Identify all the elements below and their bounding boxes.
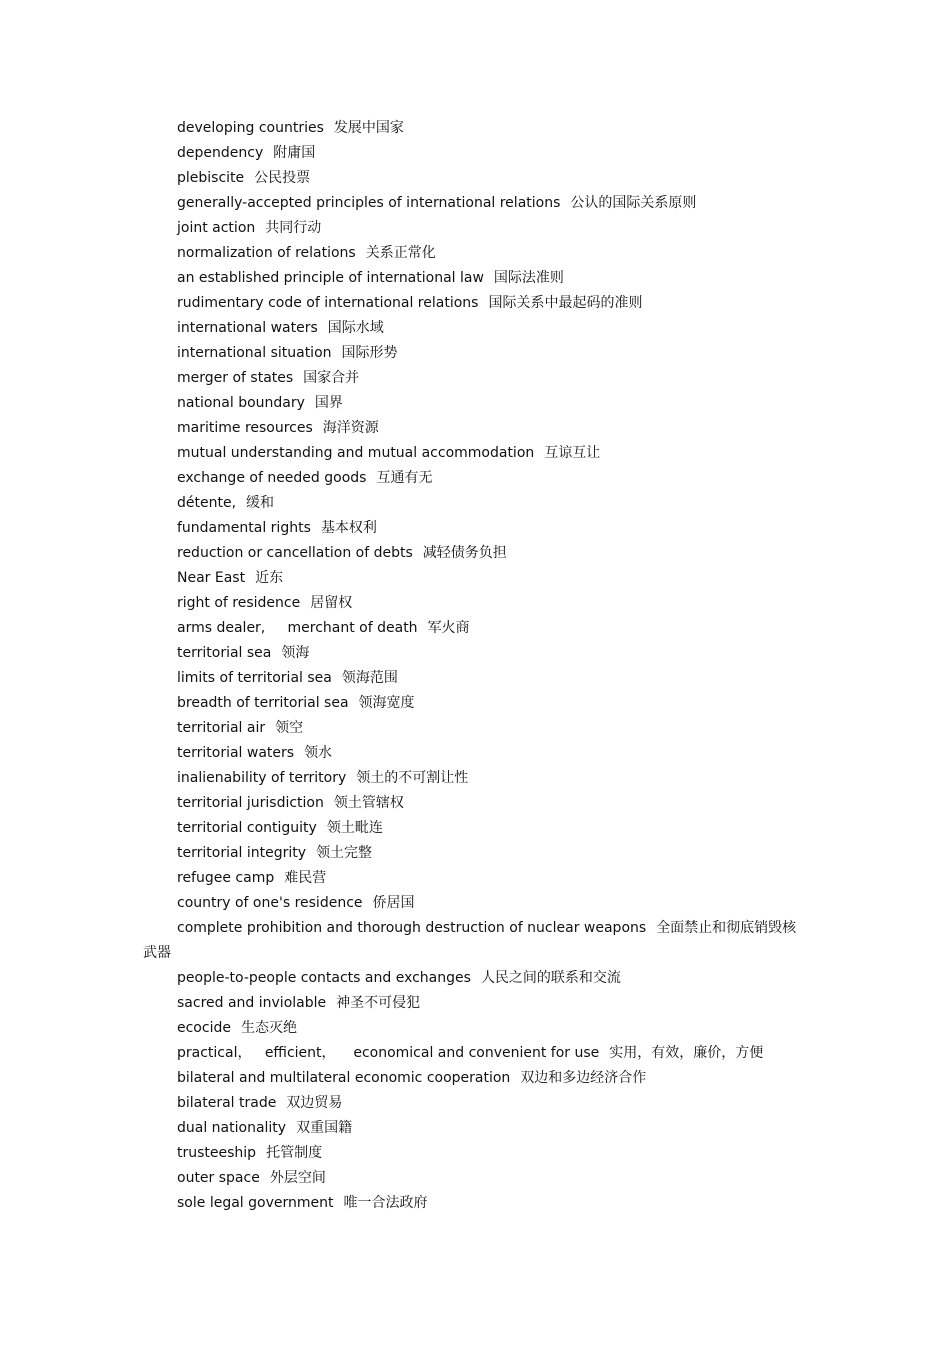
entry-english: dual nationality	[177, 1120, 287, 1136]
entry-english: practical， efficient， economical and convenient for use	[177, 1045, 600, 1061]
entry-chinese: 互通有无	[376, 470, 433, 486]
entry-english: breadth of territorial sea	[177, 695, 349, 711]
entry-chinese: 军火商	[427, 620, 470, 636]
entry-english: fundamental rights	[177, 520, 311, 536]
entry-chinese: 公民投票	[254, 170, 311, 186]
entry-chinese: 侨居国	[372, 895, 415, 911]
glossary-entry	[177, 716, 817, 741]
entry-english: country of one's residence	[177, 895, 363, 911]
entry-chinese: 实用，有效，廉价，方便	[609, 1045, 764, 1061]
entry-english: inalienability of territory	[177, 770, 347, 786]
entry-english: arms dealer, merchant of death	[177, 620, 418, 636]
entry-english: territorial air	[177, 720, 266, 736]
entry-english: an established principle of international law	[177, 270, 484, 286]
entry-chinese: 互谅互让	[544, 445, 601, 461]
entry-chinese: 国际法准则	[493, 270, 564, 286]
entry-chinese: 唯一合法政府	[343, 1195, 428, 1211]
entry-chinese: 人民之间的联系和交流	[480, 970, 621, 986]
glossary-entry	[177, 416, 817, 441]
entry-chinese: 神圣不可侵犯	[336, 995, 421, 1011]
entry-english: Near East	[177, 570, 246, 586]
glossary-entry	[177, 116, 817, 141]
entry-chinese: 领海宽度	[358, 695, 415, 711]
glossary-entry	[177, 316, 817, 341]
glossary-entry	[177, 1016, 817, 1041]
entry-english: limits of territorial sea	[177, 670, 332, 686]
entry-chinese: 领土管辖权	[333, 795, 404, 811]
glossary-entry	[177, 816, 817, 841]
entry-english: sole legal government	[177, 1195, 334, 1211]
entry-chinese: 缓和	[246, 495, 275, 511]
glossary-entry	[177, 541, 817, 566]
entry-english: merger of states	[177, 370, 294, 386]
entry-english: national boundary	[177, 395, 305, 411]
entry-chinese: 领海	[281, 645, 310, 661]
entry-english: mutual understanding and mutual accommodation	[177, 445, 535, 461]
entry-chinese: 外层空间	[269, 1170, 326, 1186]
entry-english: bilateral and multilateral economic cooperation	[177, 1070, 511, 1086]
entry-english: territorial integrity	[177, 845, 307, 861]
entry-chinese: 双重国籍	[296, 1120, 353, 1136]
entry-chinese: 共同行动	[265, 220, 322, 236]
glossary-entry	[177, 741, 817, 766]
entry-chinese: 领水	[304, 745, 333, 761]
glossary-entry	[177, 1116, 817, 1141]
entry-chinese: 发展中国家	[333, 120, 404, 136]
entry-chinese: 国际关系中最起码的准则	[488, 295, 643, 311]
glossary-entry	[177, 266, 817, 291]
entry-chinese: 托管制度	[266, 1145, 323, 1161]
entry-english: ecocide	[177, 1020, 231, 1036]
entry-chinese: 国界	[314, 395, 343, 411]
entry-chinese: 国际形势	[341, 345, 398, 361]
glossary-entry	[177, 491, 817, 516]
glossary-entry	[177, 291, 817, 316]
glossary-entry	[177, 391, 817, 416]
glossary-entry	[177, 366, 817, 391]
entry-english: territorial contiguity	[177, 820, 317, 836]
entry-chinese: 全面禁止和彻底销毁核	[656, 920, 797, 936]
entry-chinese: 减轻债务负担	[422, 545, 507, 561]
glossary-entry	[177, 1166, 817, 1191]
entry-english: exchange of needed goods	[177, 470, 367, 486]
entry-chinese: 领海范围	[341, 670, 398, 686]
glossary-entry	[177, 1141, 817, 1166]
glossary-entry	[177, 891, 817, 916]
entry-chinese: 领土的不可割让性	[356, 770, 469, 786]
glossary-entry	[177, 616, 817, 641]
glossary-entry	[177, 966, 817, 991]
glossary-entry	[177, 766, 817, 791]
entry-chinese: 近东	[255, 570, 284, 586]
entry-english: complete prohibition and thorough destruction of nuclear weapons	[177, 920, 647, 936]
entry-chinese: 公认的国际关系原则	[570, 195, 697, 211]
entry-english: generally-accepted principles of international relations	[177, 195, 561, 211]
glossary-entry	[177, 341, 817, 366]
glossary-entry	[177, 866, 817, 891]
entry-english: developing countries	[177, 120, 324, 136]
glossary-entry	[177, 191, 817, 216]
entry-chinese: 生态灭绝	[240, 1020, 297, 1036]
entry-english: territorial sea	[177, 645, 272, 661]
entry-chinese: 领空	[275, 720, 304, 736]
entry-chinese: 基本权利	[320, 520, 377, 536]
entry-english: reduction or cancellation of debts	[177, 545, 413, 561]
entry-chinese: 国家合并	[303, 370, 360, 386]
glossary-entry	[177, 1041, 817, 1066]
entry-chinese: 海洋资源	[322, 420, 379, 436]
entry-english: right of residence	[177, 595, 301, 611]
entry-english: territorial jurisdiction	[177, 795, 324, 811]
glossary-entry	[177, 591, 817, 616]
glossary-entry	[177, 166, 817, 191]
glossary-entry	[177, 791, 817, 816]
glossary-entry	[177, 641, 817, 666]
glossary-list	[143, 116, 817, 1216]
entry-english: dependency	[177, 145, 264, 161]
entry-english: refugee camp	[177, 870, 275, 886]
entry-chinese: 国际水域	[327, 320, 384, 336]
glossary-entry	[177, 216, 817, 241]
entry-chinese: 附庸国	[273, 145, 316, 161]
entry-chinese-continuation: 武器	[143, 945, 171, 961]
glossary-entry	[177, 241, 817, 266]
entry-chinese: 双边和多边经济合作	[520, 1070, 647, 1086]
glossary-entry	[177, 666, 817, 691]
entry-chinese: 关系正常化	[365, 245, 436, 261]
entry-english: sacred and inviolable	[177, 995, 327, 1011]
glossary-entry	[177, 1091, 817, 1116]
entry-english: bilateral trade	[177, 1095, 277, 1111]
glossary-entry	[177, 991, 817, 1016]
entry-english: normalization of relations	[177, 245, 356, 261]
entry-chinese: 难民营	[284, 870, 327, 886]
entry-english: people-to-people contacts and exchanges	[177, 970, 471, 986]
entry-english: territorial waters	[177, 745, 295, 761]
entry-chinese: 领土完整	[316, 845, 373, 861]
glossary-entry	[177, 841, 817, 866]
glossary-entry	[143, 916, 817, 966]
entry-chinese: 居留权	[310, 595, 353, 611]
entry-english: joint action	[177, 220, 256, 236]
glossary-entry	[177, 441, 817, 466]
entry-english: rudimentary code of international relations	[177, 295, 479, 311]
entry-english: trusteeship	[177, 1145, 257, 1161]
glossary-entry	[177, 516, 817, 541]
entry-english: international situation	[177, 345, 332, 361]
entry-chinese: 双边贸易	[286, 1095, 343, 1111]
entry-english: outer space	[177, 1170, 260, 1186]
entry-english: plebiscite	[177, 170, 245, 186]
entry-chinese: 领土毗连	[326, 820, 383, 836]
entry-english: détente,	[177, 495, 237, 511]
glossary-entry	[177, 1066, 817, 1091]
entry-english: international waters	[177, 320, 318, 336]
glossary-entry	[177, 566, 817, 591]
glossary-entry	[177, 466, 817, 491]
glossary-entry	[177, 141, 817, 166]
entry-english: maritime resources	[177, 420, 313, 436]
glossary-entry	[177, 691, 817, 716]
glossary-entry	[177, 1191, 817, 1216]
